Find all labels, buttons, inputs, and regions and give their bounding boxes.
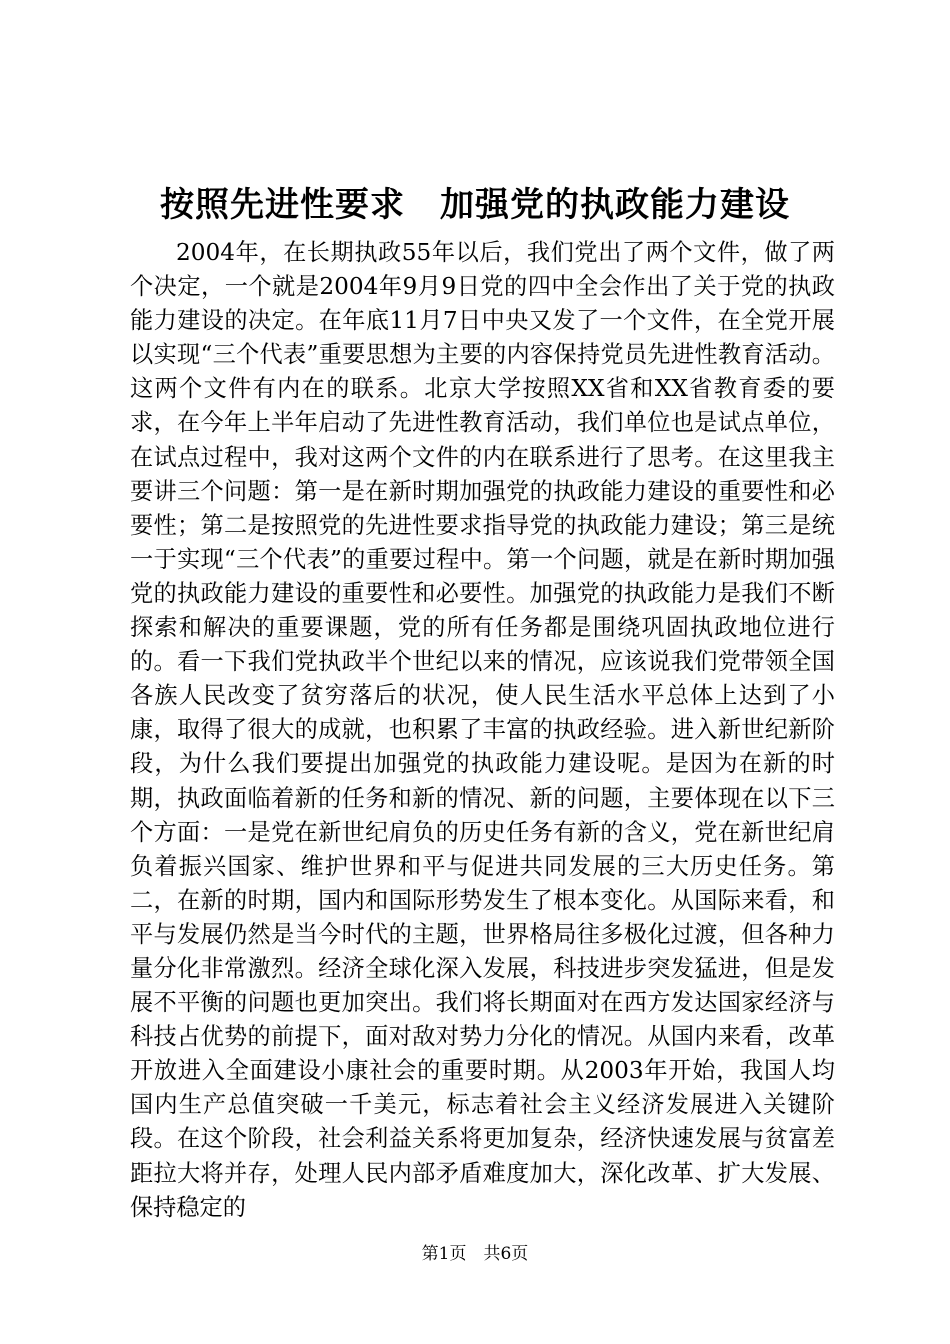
body-paragraph: 2004年，在长期执政55年以后，我们党出了两个文件，做了两个决定，一个就是2004年9月9日党的四中全会作出了关于党的执政能力建设的决定。在年底11月7日中央又发了一个文件，在全党开展以实现“三个代表”重要思想为主要的内容保持党员先进性教育活动。这两个文件有内在的联系。北京大学按照XX省和XX省教育委的要求，在今年上半年启动了先进性教育活动，我们单位也是试点单位，在试点过程中，我对这两个文件的内在联系进行了思考。在这里我主要讲三个问题：第一是在新时期加强党的执政能力建设的重要性和必要性；第二是按照党的先进性要求指导党的执政能力建设；第三是统一于实现“三个代表”的重要过程中。第一个问题，就是在新时期加强党的执政能力建设的重要性和必要性。加强党的执政能力是我们不断探索和解决的重要课题，党的所有任务都是围绕巩固执政地位进行的。看一下我们党执政半个世纪以来的情况，应该说我们党带领全国各族人民改变了贫穷落后的状况，使人民生活水平总体上达到了小康，取得了很大的成就，也积累了丰富的执政经验。进入新世纪新阶段，为什么我们要提出加强党的执政能力建设呢。是因为在新的时期，执政面临着新的任务和新的情况、新的问题，主要体现在以下三个方面：一是党在新世纪肩负的历史任务有新的含义，党在新世纪肩负着振兴国家、维护世界和平与促进共同发展的三大历史任务。第二，在新的时期，国内和国际形势发生了根本变化。从国际来看，和平与发展仍然是当今时代的主题，世界格局往多极化过渡，但各种力量分化非常激烈。经济全球化深入发展，科技进步突发猛进，但是发展不平衡的问题也更加突出。我们将长期面对在西方发达国家经济与科技占优势的前提下，面对敌对势力分化的情况。从国内来看，改革开放进入全面建设小康社会的重要时期。从2003年开始，我国人均国内生产总值突破一千美元，标志着社会主义经济发展进入关键阶段。在这个阶段，社会利益关系将更加复杂，经济快速发展与贫富差距拉大将并存，处理人民内部矛盾难度加大，深化改革、扩大发展、保持稳定的 <box>130 239 835 1221</box>
page-footer: 第1页 共6页 <box>421 1244 529 1264</box>
document-title: 按照先进性要求 加强党的执政能力建设 <box>160 185 790 225</box>
